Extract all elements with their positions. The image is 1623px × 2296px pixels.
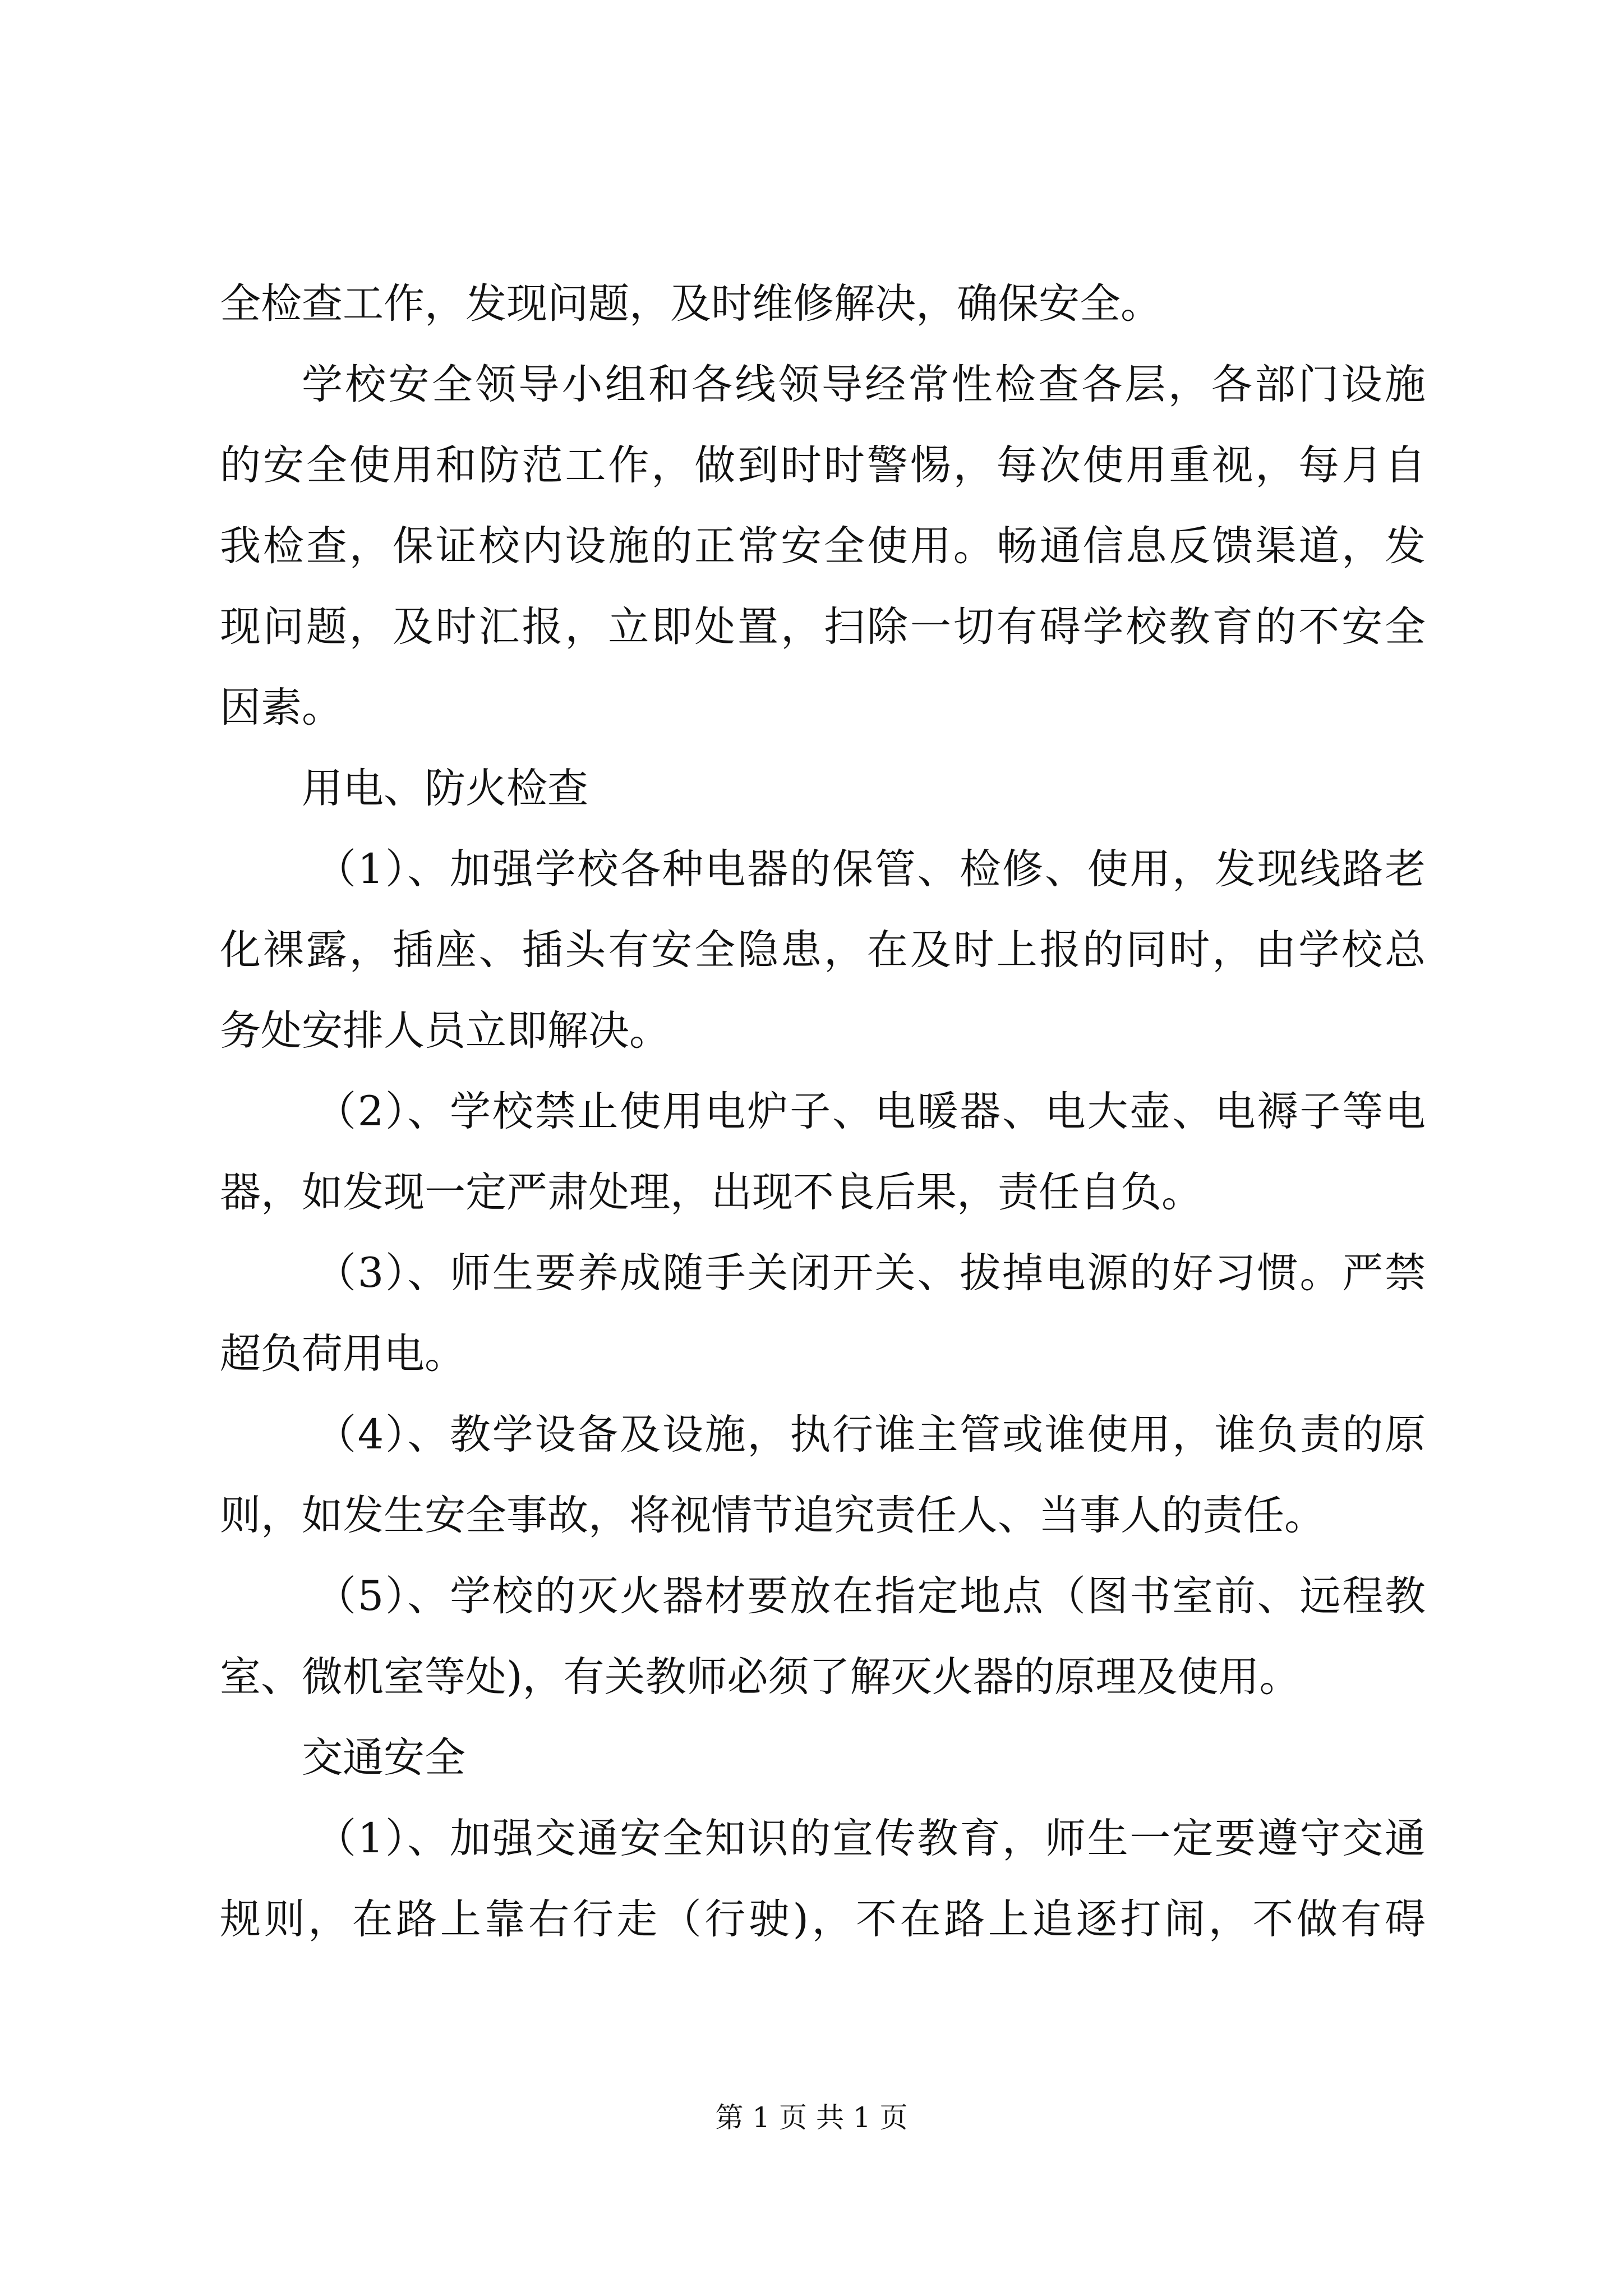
page-number-footer: 第 1 页 共 1 页 <box>715 2101 908 2134</box>
paragraph-line: 则，如发生安全事故，将视情节追究责任人、当事人的责任。 <box>220 1492 1325 1539</box>
paragraph-line: 现问题，及时汇报，立即处置，扫除一切有碍学校教育的不安全 <box>220 603 1426 651</box>
paragraph-line: （3）、师生要养成随手关闭开关、拔掉电源的好习惯。严禁 <box>315 1249 1426 1297</box>
paragraph-line: 超负荷用电。 <box>220 1330 465 1378</box>
paragraph-line: 全检查工作，发现问题，及时维修解决，确保安全。 <box>220 280 1161 328</box>
document-body <box>220 264 1426 1960</box>
paragraph-line: 我检查，保证校内设施的正常安全使用。畅通信息反馈渠道，发 <box>220 522 1426 570</box>
paragraph-line: 器，如发现一定严肃处理，出现不良后果，责任自负。 <box>220 1168 1202 1216</box>
section-heading: 用电、防火检查 <box>302 765 588 812</box>
paragraph-line: （1）、加强学校各种电器的保管、检修、使用，发现线路老 <box>315 845 1426 893</box>
paragraph-line: （1）、加强交通安全知识的宣传教育，师生一定要遵守交通 <box>315 1815 1426 1862</box>
paragraph-line: 室、微机室等处)，有关教师必须了解灭火器的原理及使用。 <box>220 1653 1301 1701</box>
paragraph-line: （4）、教学设备及设施，执行谁主管或谁使用，谁负责的原 <box>315 1411 1426 1458</box>
paragraph-line: 学校安全领导小组和各线领导经常性检查各层，各部门设施 <box>302 361 1426 408</box>
section-heading: 交通安全 <box>302 1734 465 1782</box>
paragraph-line: 务处安排人员立即解决。 <box>220 1007 670 1055</box>
paragraph-line: （5）、学校的灭火器材要放在指定地点（图书室前、远程教 <box>315 1572 1426 1620</box>
paragraph-line: 化裸露，插座、插头有安全隐患，在及时上报的同时，由学校总 <box>220 926 1426 974</box>
paragraph-line: 的安全使用和防范工作，做到时时警惕，每次使用重视，每月自 <box>220 441 1426 489</box>
paragraph-line: 因素。 <box>220 684 343 731</box>
paragraph-line: 规则，在路上靠右行走（行驶)，不在路上追逐打闹，不做有碍 <box>220 1895 1426 1943</box>
paragraph-line: （2）、学校禁止使用电炉子、电暖器、电大壶、电褥子等电 <box>315 1088 1426 1135</box>
